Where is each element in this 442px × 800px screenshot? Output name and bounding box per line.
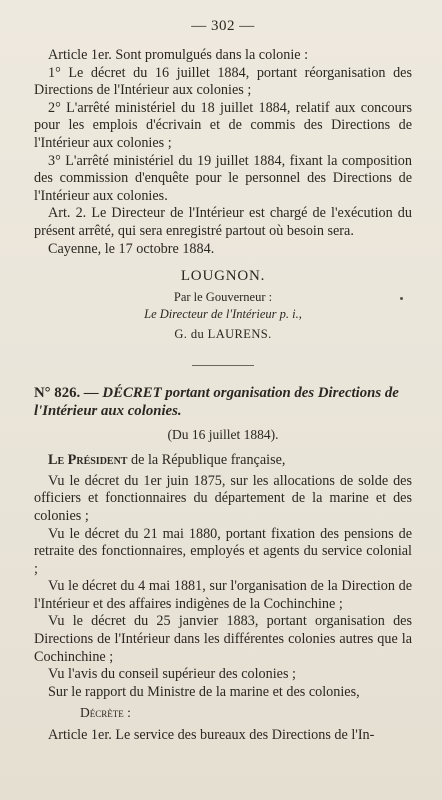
vu-1: Vu le décret du 1er juin 1875, sur les allocations de solde des officiers et fonctionnaires du département de la marine et des colonies ; <box>34 472 412 524</box>
ink-speck <box>400 297 403 300</box>
governor-name: LOUGNON. <box>180 268 266 285</box>
item-2: 2° L'arrêté ministériel du 18 juillet 1884, relatif aux concours pour les emplois d'écrivain et de commis des Directions de l'Intérieur aux colonies ; <box>34 99 412 151</box>
decree-date: (Du 16 juillet 1884). <box>167 427 279 443</box>
decree-heading <box>34 384 412 420</box>
article-2: Art. 2. Le Directeur de l'Intérieur est chargé de l'exécution du présent arrêté, qui sera enregistré partout où besoin sera. <box>34 205 412 239</box>
president-rest: de la République française, <box>127 452 286 469</box>
vu-3: Vu le décret du 4 mai 1881, sur l'organisation de la Direction de l'Intérieur et des affaires indigènes de la Cochinchine ; <box>34 578 412 612</box>
section-divider <box>192 365 254 366</box>
decree-article-1: Article 1er. Le service des bureaux des Directions de l'In- <box>48 727 375 744</box>
article-1-line: Article 1er. Sont promulgués dans la colonie : <box>48 47 309 63</box>
place-date: Cayenne, le 17 octobre 1884. <box>48 240 215 257</box>
report-line: Sur le rapport du Ministre de la marine et des colonies, <box>48 683 360 700</box>
president-line <box>34 452 412 470</box>
decree-number: N° 826. <box>34 385 81 402</box>
item-1: 1° Le décret du 16 juillet 1884, portant réorganisation des Directions de l'Intérieur aux colonies ; <box>34 64 412 99</box>
by-governor: Par le Gouverneur : <box>173 290 273 305</box>
vu-5: Vu l'avis du conseil supérieur des colonies ; <box>48 666 296 683</box>
page-number: — 302 — <box>191 18 255 34</box>
president-label: Le Président <box>48 452 128 469</box>
vu-2: Vu le décret du 21 mai 1880, portant fixation des pensions de retraite des fonctionnaires, employés et agents du service colonial ; <box>34 525 412 577</box>
vu-4: Vu le décret du 25 janvier 1883, portant organisation des Directions de l'Intérieur dans les différentes colonies autres que la Cochinchine ; <box>34 613 412 665</box>
item-3: 3° L'arrêté ministériel du 19 juillet 1884, fixant la composition des commission d'enquête pour le personnel des Directions de l'Intérieur aux colonies. <box>34 152 412 204</box>
decree-title: — DÉCRET portant organisation des Directions de l'Intérieur aux colonies. <box>34 385 399 420</box>
decrete-label: Décrète : <box>80 705 131 721</box>
director-role: Le Directeur de l'Intérieur p. i., <box>144 307 302 322</box>
signer-name: G. du LAURENS. <box>174 327 272 342</box>
